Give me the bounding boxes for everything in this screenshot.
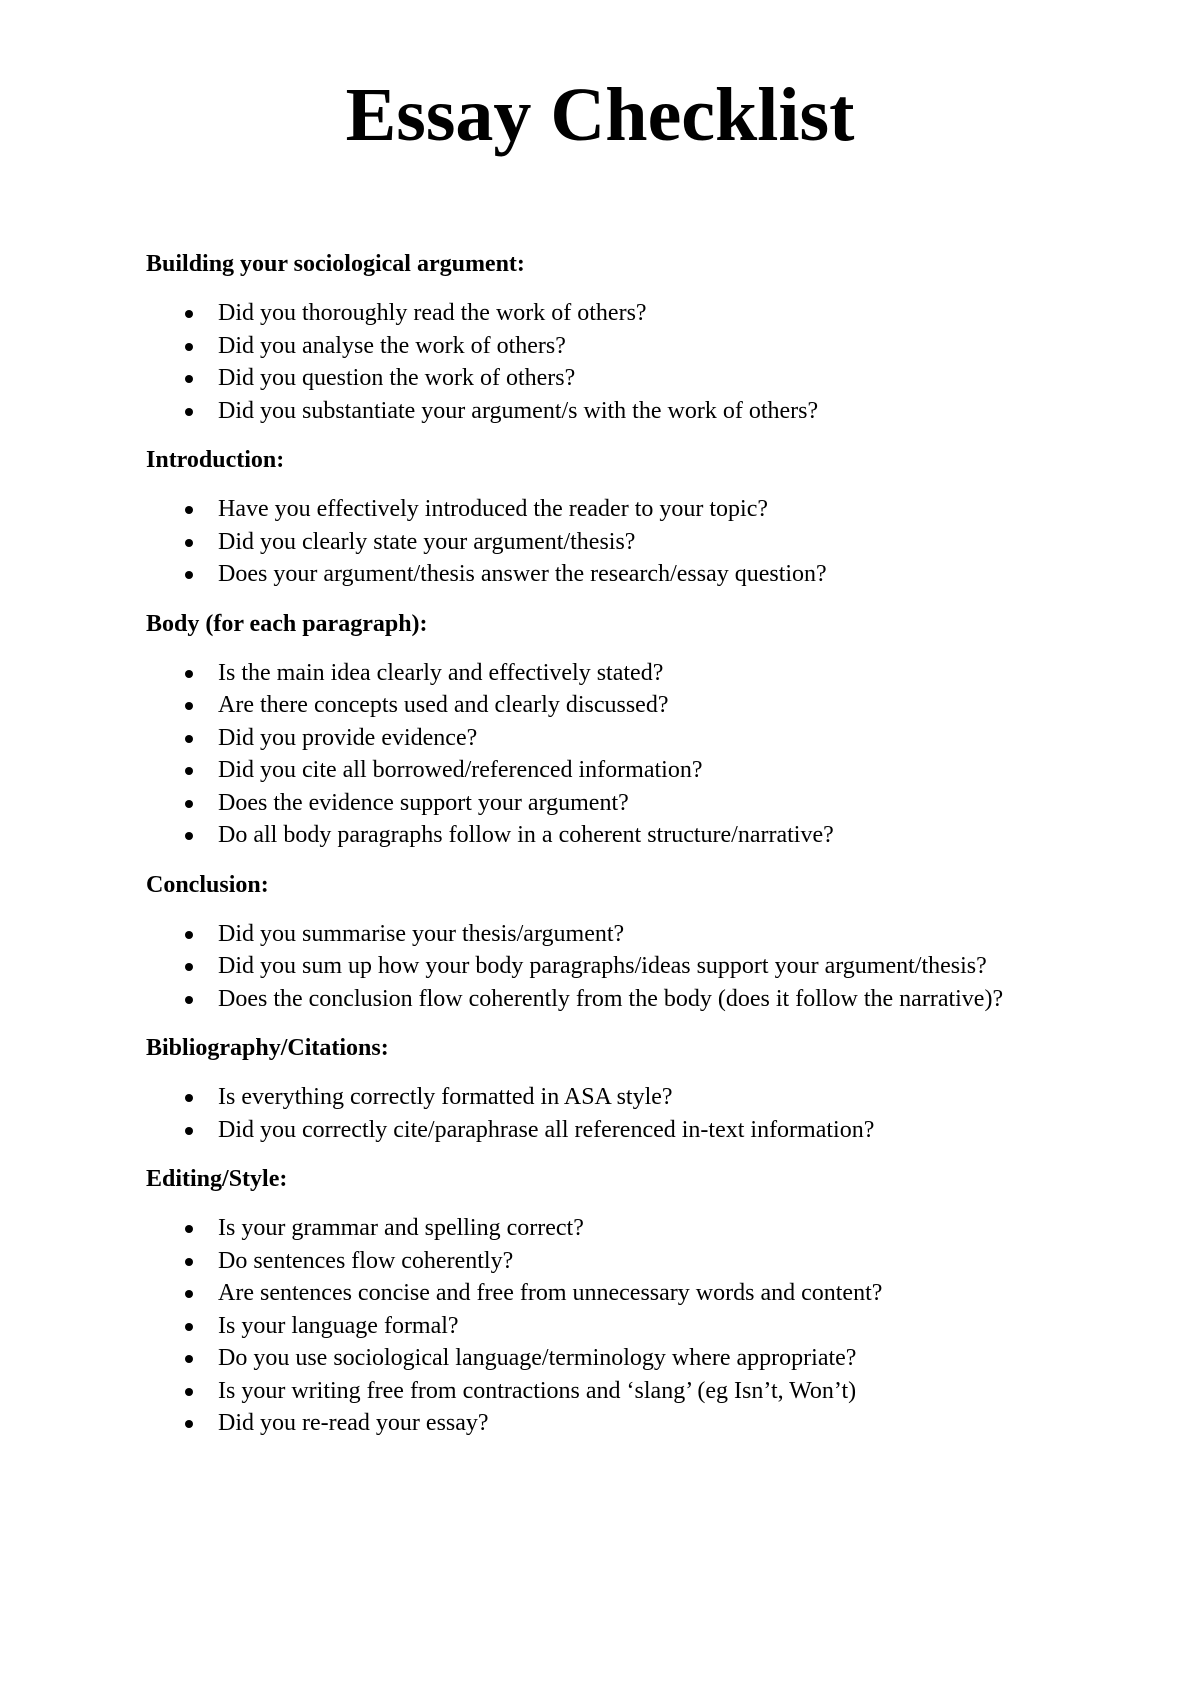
bullet-icon — [185, 670, 193, 678]
bullet-icon — [185, 735, 193, 743]
bullet-icon — [185, 996, 193, 1004]
section-building-argument — [146, 248, 1006, 427]
item-text: Did you summarise your thesis/argument? — [218, 920, 625, 947]
item-text: Did you sum up how your body paragraphs/ideas support your argument/thesis? — [218, 953, 987, 979]
bullet-icon — [185, 1225, 193, 1233]
item-text: Do you use sociological language/terminology where appropriate? — [218, 1345, 857, 1371]
bullet-icon — [185, 931, 193, 939]
item-text: Did you cite all borrowed/referenced information? — [218, 757, 703, 783]
section-body — [146, 608, 1006, 852]
checklist-item — [146, 1114, 1006, 1147]
bullet-icon — [185, 1127, 193, 1135]
item-text: Did you thoroughly read the work of others? — [218, 300, 647, 326]
bullet-icon — [185, 408, 193, 416]
checklist-item — [146, 983, 1006, 1016]
checklist-item — [146, 558, 1006, 591]
checklist-item — [146, 1277, 1006, 1310]
checklist-item — [146, 657, 1006, 690]
item-text: Do all body paragraphs follow in a coherent structure/narrative? — [218, 822, 834, 848]
checklist-item — [146, 330, 1006, 363]
checklist-item — [146, 918, 1006, 951]
checklist-items — [146, 657, 1006, 852]
checklist-item — [146, 1245, 1006, 1278]
bullet-icon — [185, 800, 193, 808]
item-text: Do sentences flow coherently? — [218, 1247, 514, 1274]
checklist-item — [146, 722, 1006, 755]
item-text: Did you correctly cite/paraphrase all referenced in-text information? — [218, 1116, 875, 1143]
page-title: Essay Checklist — [345, 73, 855, 157]
item-text: Is your language formal? — [218, 1312, 459, 1339]
checklist-item — [146, 493, 1006, 526]
section-heading: Body (for each paragraph): — [146, 610, 428, 637]
checklist-items — [146, 1081, 1006, 1146]
item-text: Have you effectively introduced the reader to your topic? — [218, 496, 768, 522]
bullet-icon — [185, 310, 193, 318]
checklist-items — [146, 1212, 1006, 1440]
bullet-icon — [185, 702, 193, 710]
section-conclusion — [146, 869, 1006, 1016]
bullet-icon — [185, 343, 193, 351]
bullet-icon — [185, 832, 193, 840]
item-text: Are there concepts used and clearly discussed? — [218, 692, 669, 718]
section-heading: Introduction: — [146, 447, 285, 473]
section-introduction — [146, 444, 1006, 591]
item-text: Did you question the work of others? — [218, 365, 576, 391]
item-text: Did you clearly state your argument/thesis? — [218, 528, 636, 555]
checklist-item — [146, 1310, 1006, 1343]
bullet-icon — [185, 375, 193, 383]
bullet-icon — [185, 571, 193, 579]
checklist-item — [146, 1081, 1006, 1114]
section-bibliography — [146, 1032, 1006, 1146]
checklist-item — [146, 526, 1006, 559]
section-heading: Editing/Style: — [146, 1166, 288, 1192]
checklist-item — [146, 1407, 1006, 1440]
item-text: Did you substantiate your argument/s with the work of others? — [218, 397, 819, 424]
checklist-item — [146, 819, 1006, 852]
checklist-item — [146, 297, 1006, 330]
checklist-items — [146, 493, 1006, 591]
item-text: Is everything correctly formatted in ASA style? — [218, 1084, 673, 1110]
checklist-item — [146, 950, 1006, 983]
item-text: Did you re-read your essay? — [218, 1410, 489, 1436]
item-text: Did you provide evidence? — [218, 724, 478, 751]
item-text: Did you analyse the work of others? — [218, 332, 566, 359]
checklist-item — [146, 1375, 1006, 1408]
item-text: Does the evidence support your argument? — [218, 789, 629, 816]
checklist-items — [146, 918, 1006, 1016]
bullet-icon — [185, 1388, 193, 1396]
checklist-item — [146, 787, 1006, 820]
bullet-icon — [185, 963, 193, 971]
checklist-items — [146, 297, 1006, 427]
checklist-item — [146, 1342, 1006, 1375]
item-text: Is the main idea clearly and effectively stated? — [218, 659, 664, 686]
section-heading: Building your sociological argument: — [146, 251, 525, 277]
item-text: Does your argument/thesis answer the research/essay question? — [218, 561, 827, 587]
bullet-icon — [185, 1290, 193, 1298]
bullet-icon — [185, 1094, 193, 1102]
bullet-icon — [185, 539, 193, 547]
item-text: Are sentences concise and free from unnecessary words and content? — [218, 1280, 883, 1306]
section-heading: Conclusion: — [146, 871, 269, 898]
item-text: Is your grammar and spelling correct? — [218, 1215, 584, 1241]
checklist-item — [146, 754, 1006, 787]
item-text: Is your writing free from contractions and ‘slang’ (eg Isn’t, Won’t) — [218, 1377, 857, 1404]
checklist-item — [146, 1212, 1006, 1245]
bullet-icon — [185, 506, 193, 514]
checklist-item — [146, 689, 1006, 722]
bullet-icon — [185, 1420, 193, 1428]
bullet-icon — [185, 1355, 193, 1363]
bullet-icon — [185, 1258, 193, 1266]
bullet-icon — [185, 767, 193, 775]
item-text: Does the conclusion flow coherently from the body (does it follow the narrative)? — [218, 985, 1004, 1012]
section-editing-style — [146, 1163, 1006, 1440]
section-heading: Bibliography/Citations: — [146, 1035, 389, 1061]
checklist-item — [146, 362, 1006, 395]
checklist-item — [146, 395, 1006, 428]
bullet-icon — [185, 1323, 193, 1331]
checklist-content — [146, 248, 1006, 1457]
